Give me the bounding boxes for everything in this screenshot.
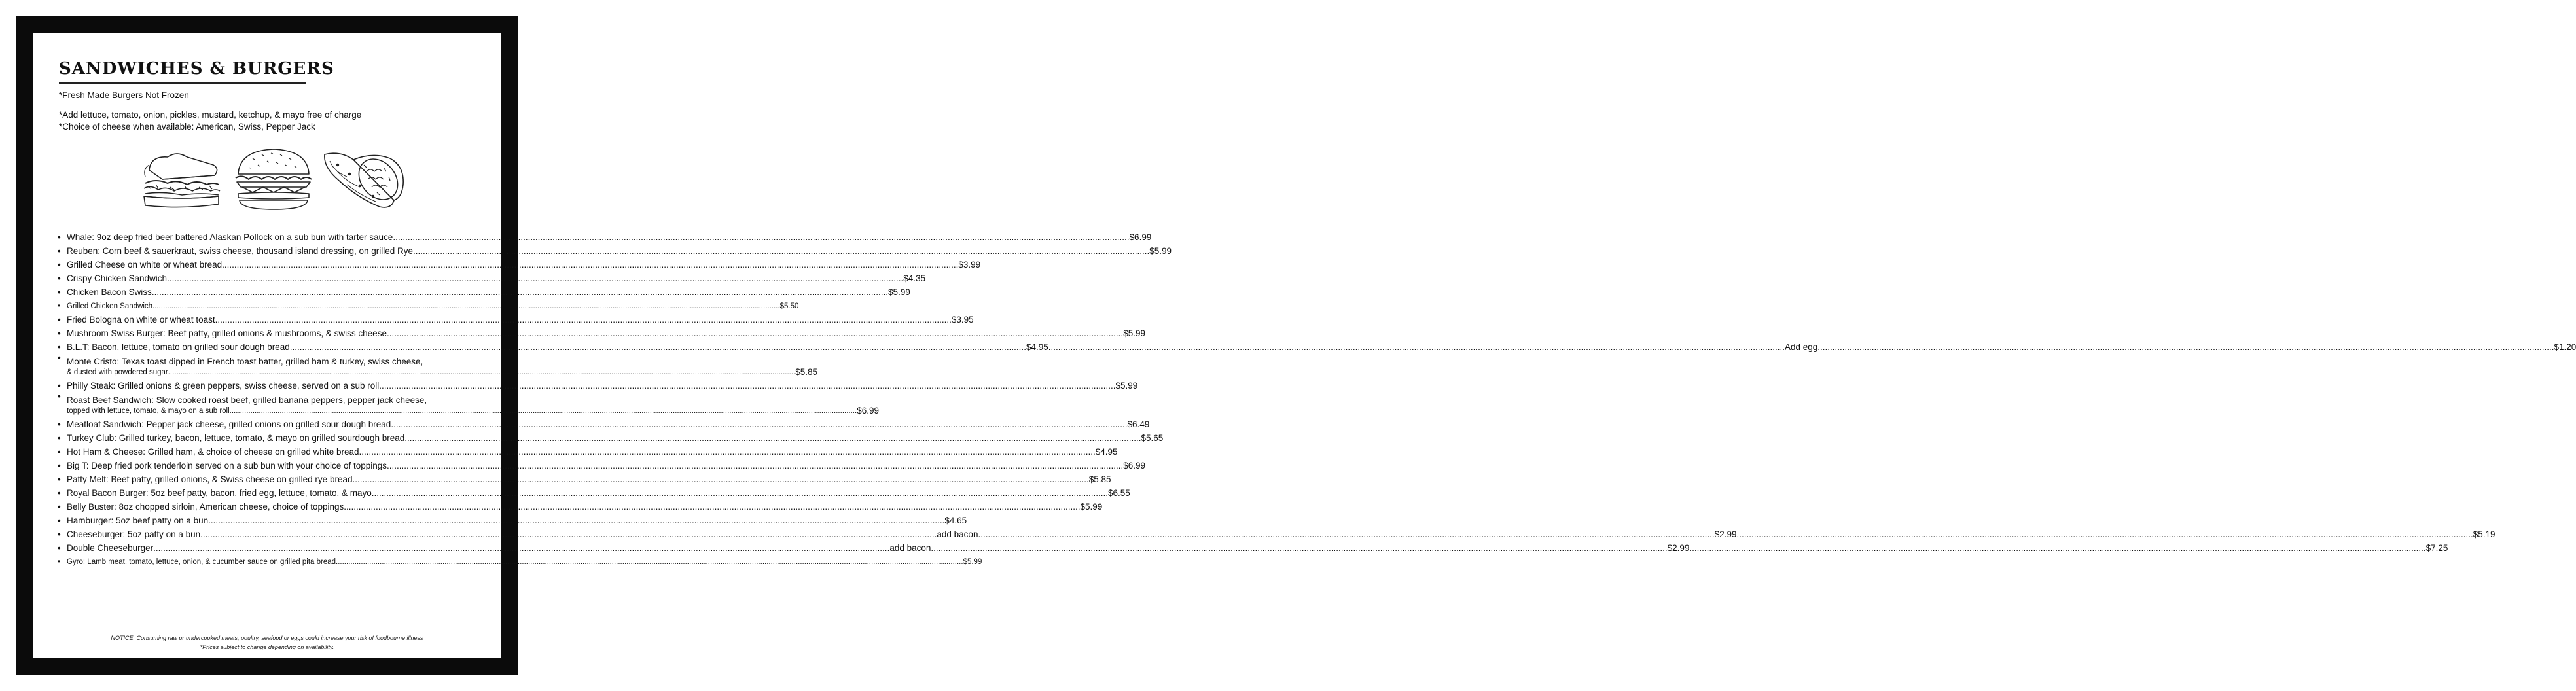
item-description: Whale: 9oz deep fried beer battered Alaskan Pollock on a sub bun with tarter sauce (67, 232, 393, 242)
dot-leader (344, 502, 1080, 512)
item-description: Patty Melt: Beef patty, grilled onions, & Swiss cheese on grilled rye bread (67, 474, 353, 484)
dot-leader (391, 419, 1127, 430)
menu-item (58, 311, 974, 325)
bullet: • (58, 328, 61, 338)
dot-leader (379, 381, 1115, 391)
item-description: Gyro: Lamb meat, tomato, lettuce, onion, & cucumber sauce on grilled pita bread (67, 558, 336, 566)
dot-leader (931, 543, 1667, 554)
dot-leader (153, 543, 889, 554)
item-price: $6.99 (857, 406, 879, 416)
title-underline (59, 82, 306, 84)
dot-leader (215, 315, 952, 325)
item-description: Hamburger: 5oz beef patty on a bun (67, 516, 209, 525)
menu-item (58, 554, 982, 567)
menu-item-list (58, 229, 2576, 567)
extra-price: $2.99 (1714, 529, 1737, 539)
item-description-continued: topped with lettuce, tomato, & mayo on a sub roll (67, 407, 230, 415)
menu-item (58, 325, 1145, 339)
item-description: Double Cheeseburger (67, 543, 154, 553)
item-description: Roast Beef Sandwich: Slow cooked roast beef, grilled banana peppers, pepper jack cheese, (67, 395, 427, 405)
menu-item (58, 471, 1111, 485)
menu-item (58, 257, 981, 270)
health-notice: NOTICE: Consuming raw or undercooked meats, poultry, seafood or eggs could increase your risk of foodbourne illness (111, 635, 423, 641)
menu-item (58, 444, 1118, 457)
item-description: Grilled Cheese on white or wheat bread (67, 260, 223, 270)
item-price: $5.99 (963, 558, 982, 566)
item-price: $4.65 (944, 516, 967, 525)
dot-leader (387, 461, 1123, 471)
menu-item (58, 284, 910, 298)
dot-leader (404, 433, 1141, 444)
bullet: • (58, 274, 61, 283)
menu-item (58, 416, 1150, 430)
menu-item (58, 512, 967, 526)
bullet: • (58, 558, 61, 566)
item-price: $6.49 (1127, 419, 1150, 429)
extra-label: Add egg (1784, 342, 1818, 352)
bullet: • (58, 381, 61, 391)
item-price: $5.50 (779, 302, 799, 310)
item-description: B.L.T: Bacon, lettuce, tomato on grilled sour dough bread (67, 342, 290, 352)
item-price: $5.65 (1141, 433, 1164, 443)
dot-leader (413, 246, 1149, 257)
item-description: Fried Bologna on white or wheat toast (67, 315, 215, 325)
item-price: $4.35 (903, 274, 926, 283)
item-description: Mushroom Swiss Burger: Beef patty, grilled onions & mushrooms, & swiss cheese (67, 328, 387, 338)
cheese-choice-note: *Choice of cheese when available: American, Swiss, Pepper Jack (59, 122, 315, 132)
item-description: Cheeseburger: 5oz patty on a bun (67, 529, 201, 539)
bullet: • (58, 447, 61, 457)
dot-leader (336, 557, 963, 567)
menu-item (58, 339, 2576, 353)
item-price: $4.95 (1026, 342, 1048, 352)
bullet: • (58, 391, 61, 401)
wrap-illustration (321, 145, 408, 211)
item-description: Monte Cristo: Texas toast dipped in French toast batter, grilled ham & turkey, swiss cheese, (67, 357, 423, 366)
bullet: • (58, 419, 61, 429)
menu-item (58, 457, 1146, 471)
bullet: • (58, 461, 61, 470)
bullet: • (58, 342, 61, 352)
item-price: $5.99 (1115, 381, 1138, 391)
dot-leader (200, 529, 937, 540)
item-price: $5.99 (888, 287, 910, 297)
menu-item (58, 540, 2448, 554)
dot-leader (352, 474, 1088, 485)
menu-item (58, 229, 1152, 243)
item-description: Belly Buster: 8oz chopped sirloin, American cheese, choice of toppings (67, 502, 344, 512)
bullet: • (58, 516, 61, 525)
menu-item (58, 353, 818, 378)
dot-leader (222, 260, 958, 270)
dot-leader (393, 232, 1129, 243)
bullet: • (58, 353, 61, 363)
item-description: Philly Steak: Grilled onions & green peppers, swiss cheese, served on a sub roll (67, 381, 380, 391)
bullet: • (58, 302, 61, 310)
extra-price: $2.99 (1667, 543, 1690, 553)
dot-leader (387, 328, 1123, 339)
bullet: • (58, 529, 61, 539)
item-price: $5.99 (1123, 328, 1145, 338)
burger-illustration (233, 145, 314, 211)
dot-leader (167, 274, 903, 284)
dot-leader (152, 287, 888, 298)
dot-leader (1817, 342, 2554, 353)
menu-item (58, 430, 1164, 444)
dot-leader (359, 447, 1095, 457)
bullet: • (58, 433, 61, 443)
fresh-burgers-note: *Fresh Made Burgers Not Frozen (59, 90, 189, 100)
menu-item (58, 378, 1138, 391)
item-price: $5.99 (1149, 246, 1172, 256)
menu-item (58, 499, 1103, 512)
item-description: Turkey Club: Grilled turkey, bacon, lettuce, tomato, & mayo on grilled sourdough bread (67, 433, 405, 443)
section-title: SANDWICHES & BURGERS (59, 59, 334, 79)
bullet: • (58, 287, 61, 297)
item-price: $5.85 (1088, 474, 1111, 484)
sandwich-illustration (136, 145, 226, 211)
item-price: $6.99 (1129, 232, 1152, 242)
menu-item (58, 270, 926, 284)
bullet: • (58, 488, 61, 498)
extra-price: $1.20 (2554, 342, 2576, 352)
item-price: $5.99 (1080, 502, 1103, 512)
bullet: • (58, 474, 61, 484)
item-description: Chicken Bacon Swiss (67, 287, 152, 297)
menu-item (58, 526, 2496, 540)
menu-item (58, 243, 1172, 257)
menu-item (58, 485, 1130, 499)
bullet: • (58, 502, 61, 512)
dot-leader (1048, 342, 1785, 353)
item-price: $6.55 (1108, 488, 1130, 498)
item-price: $5.19 (2473, 529, 2496, 539)
item-description: Hot Ham & Cheese: Grilled ham, & choice of cheese on grilled white bread (67, 447, 359, 457)
item-description-continued: & dusted with powdered sugar (67, 368, 168, 376)
bullet: • (58, 246, 61, 256)
free-toppings-note: *Add lettuce, tomato, onion, pickles, mustard, ketchup, & mayo free of charge (59, 110, 362, 120)
dot-leader (372, 488, 1108, 499)
item-price: $3.95 (951, 315, 974, 325)
dot-leader (152, 301, 780, 311)
bullet: • (58, 315, 61, 325)
item-price: $3.99 (958, 260, 981, 270)
item-description: Crispy Chicken Sandwich (67, 274, 168, 283)
extra-label: add bacon (889, 543, 931, 553)
item-description: Big T: Deep fried pork tenderloin served on a sub bun with your choice of toppings (67, 461, 387, 470)
dot-leader (1736, 529, 2473, 540)
dot-leader (230, 406, 857, 416)
item-description: Grilled Chicken Sandwich (67, 302, 153, 310)
item-price: $7.25 (2425, 543, 2448, 553)
dot-leader (1689, 543, 2425, 554)
item-price: $4.95 (1095, 447, 1118, 457)
bullet: • (58, 543, 61, 553)
dot-leader (168, 367, 796, 378)
price-disclaimer: *Prices subject to change depending on availability. (200, 644, 334, 650)
item-price: $5.85 (795, 367, 818, 377)
menu-item (58, 298, 799, 311)
item-price: $6.99 (1123, 461, 1146, 470)
dot-leader (208, 516, 944, 526)
item-description: Reuben: Corn beef & sauerkraut, swiss cheese, thousand island dressing, on grilled Rye (67, 246, 414, 256)
bullet: • (58, 260, 61, 270)
menu-item (58, 391, 879, 416)
extra-label: add bacon (937, 529, 978, 539)
dot-leader (290, 342, 1026, 353)
item-description: Royal Bacon Burger: 5oz beef patty, bacon, fried egg, lettuce, tomato, & mayo (67, 488, 372, 498)
dot-leader (978, 529, 1714, 540)
bullet: • (58, 232, 61, 242)
menu-page (33, 33, 2576, 658)
item-description: Meatloaf Sandwich: Pepper jack cheese, grilled onions on grilled sour dough bread (67, 419, 391, 429)
